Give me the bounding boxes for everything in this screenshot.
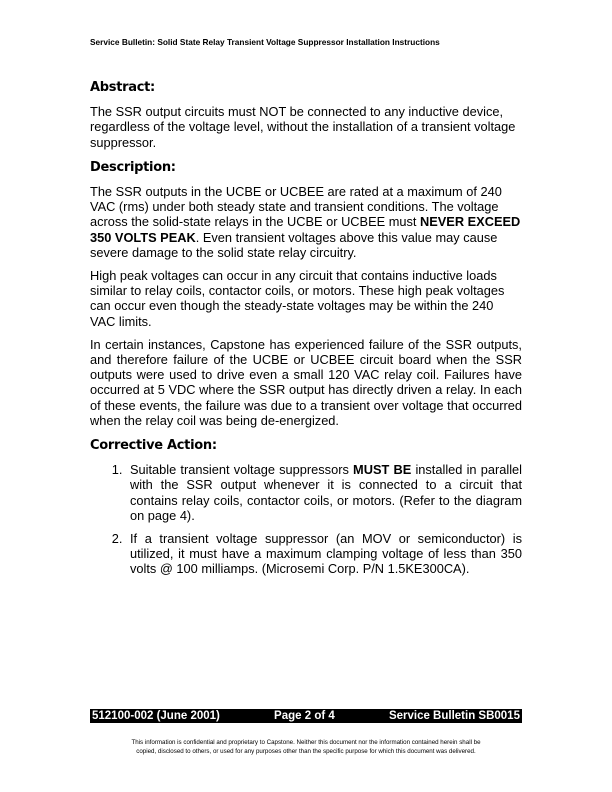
- document-number: 512100-002 (June 2001): [92, 710, 220, 722]
- corrective-action-item-2: 2. If a transient voltage suppressor (an MOV or semiconductor) is utilized, it must have a maximum clamping voltage of less than 350 volts @ 100 milliamps. (Microsemi Corp. P/N 1.5KE300CA).: [126, 531, 522, 577]
- corrective-action-list: [90, 462, 522, 576]
- document-body: [90, 80, 522, 587]
- page-header: Service Bulletin: Solid State Relay Transient Voltage Suppressor Installation Instructions: [90, 37, 440, 47]
- item-1-text-end: installed in parallel with the SSR output whenever it is connected to a circuit that contains relay coils, contactor coils, or motors. (Refer to the diagram on page 4).: [130, 462, 522, 523]
- page-number: Page 2 of 4: [274, 710, 335, 722]
- description-p1-text-end: . Even transient voltages above this value may cause severe damage to the solid state relay circuitry.: [90, 229, 498, 260]
- peak-voltage-warning: NEVER EXCEED 350 VOLTS PEAK: [90, 214, 521, 245]
- item-1-text: Suitable transient voltage suppressors: [130, 462, 354, 478]
- disclaimer-line-2: copied, disclosed to others, or used for any purposes other than the specific purpose for which this document was delivered.: [136, 747, 476, 755]
- abstract-heading: Abstract:: [90, 80, 155, 95]
- description-paragraph-2: High peak voltages can occur in any circuit that contains inductive loads similar to relay coils, contactor coils, or motors. These high peak voltages can occur even though the steady-state voltages may be within the 240 VAC limits.: [90, 268, 505, 329]
- corrective-action-section: [90, 438, 522, 577]
- confidentiality-disclaimer: [90, 739, 522, 757]
- corrective-action-item-1: [126, 462, 522, 523]
- description-section: [90, 160, 522, 428]
- bulletin-id: Service Bulletin SB0015: [388, 710, 520, 722]
- abstract-text: The SSR output circuits must NOT be connected to any inductive device, regardless of the voltage level, without the installation of a transient voltage suppressor.: [90, 104, 516, 150]
- description-paragraph-1: [90, 184, 522, 260]
- description-p1-text: The SSR outputs in the UCBE or UCBEE are rated at a maximum of 240 VAC (rms) under both steady state and transient conditions. The voltage across the solid-state relays in the UCBE or UCBEE must: [90, 184, 502, 230]
- footer-bar: [90, 709, 522, 723]
- disclaimer-line-1: This information is confidential and proprietary to Capstone. Neither this document nor the information contained herein shall be: [131, 739, 481, 746]
- must-be-emphasis: MUST BE: [353, 462, 412, 478]
- description-paragraph-3: In certain instances, Capstone has experienced failure of the SSR outputs, and therefore failure of the UCBE or UCBEE circuit board when the SSR outputs were used to drive even a small 120 VAC relay coil. Failures have occurred at 5 VDC where the SSR output has directly driven a relay. In each of these events, the failure was due to a transient over voltage that occurred when the relay coil was being de-energized.: [90, 336, 522, 428]
- abstract-section: [90, 80, 522, 150]
- corrective-action-heading: Corrective Action:: [90, 438, 217, 454]
- description-heading: Description:: [90, 159, 176, 175]
